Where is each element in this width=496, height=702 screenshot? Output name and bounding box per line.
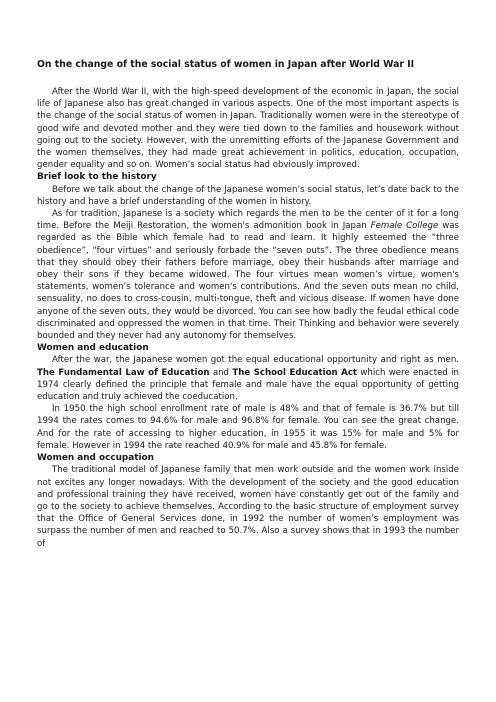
history-text-b: was regarded as the Bible which female had to read and learn. It highly esteemed the “three obedience”, “four virtues” and seriously forbade the “seven outs”. The three obedience means that they should obey their fathers before marriage, obey their husbands after marriage and obey their sons if they became widowed. The four virtues mean women’s virtue, women's statements, women’s tolerance and women's contributions. And the seven outs mean no child, sensuality, no does to cross-cousin, multi-tongue, theft and vicious disease. If women have done anyone of the seven outs, they would be divorced. You can see how badly the feudal ethical code discriminated and oppressed the women in that time. Their Thinking and behavior were severely bounded and they never had any autonomy for themselves.: [37, 221, 459, 342]
document-page: [37, 58, 459, 550]
section-heading-education: Women and education: [37, 343, 149, 354]
history-text-a: As for tradition, Japanese is a society which regards the men to be the center of it for a long time. Before the Meiji Restoration, the women's admonition book in Japan: [37, 209, 459, 232]
section-heading-history: Brief look to the history: [37, 172, 157, 183]
education-text-a: After the war, the Japanese women got the equal educational opportunity and right as men.: [52, 355, 459, 366]
education-paragraph-2: In 1950 the high school enrollment rate of male is 48% and that of female is 36.7% but till 1994 the rates comes to 94.6% for male and 96.8% for female. You can see the great change. And for the rate of accessing to higher education, in 1955 it was 15% for male and 5% for female. However in 1994 the rate reached 40.9% for male and 45.8% for female.: [37, 404, 459, 451]
occupation-paragraph-1: The traditional model of Japanese family that men work outside and the women work inside not excites any longer nowadays. With the development of the society and the good education and professional training they have received, women have constantly get out of the family and go to the society to achieve themselves. According to the basic structure of employment survey that the Office of General Services done, in 1992 the number of women’s employment was surpass the number of men and reached to 50.7%. Also a survey shows that in 1993 the number of: [37, 465, 459, 549]
history-paragraph-1: Before we talk about the change of the Japanese women’s social status, let’s date back to the history and have a brief understanding of the women in history.: [37, 184, 459, 207]
book-title-female-college: Female College: [370, 221, 439, 232]
intro-paragraph: After the World War II, with the high-speed development of the economic in Japan, the social life of Japanese also has great changed in various aspects. One of the most important aspects is the change of the social status of women in Japan. Traditionally women were in the stereotype of good wife and devoted mother and they were tied down to the families and housework without going out to the society. However, with the unremitting efforts of the Japanese Government and the women themselves, they had made great achievement in politics, education, occupation, gender equality and so on. Women’s social status had obviously improved.: [37, 87, 459, 171]
education-paragraph-1: [37, 354, 459, 403]
law-name-fundamental: The Fundamental Law of Education: [37, 367, 210, 378]
law-name-school-education: The School Education Act: [232, 367, 358, 378]
history-paragraph-2: [37, 208, 459, 342]
education-text-b: which were enacted in 1974 clearly defined the principle that female and male have the equal opportunity of getting education and truly achieved the coeducation.: [37, 367, 459, 403]
education-text-and: and: [209, 367, 233, 378]
document-title: On the change of the social status of women in Japan after World War II: [37, 59, 415, 70]
section-heading-occupation: Women and occupation: [37, 453, 154, 464]
